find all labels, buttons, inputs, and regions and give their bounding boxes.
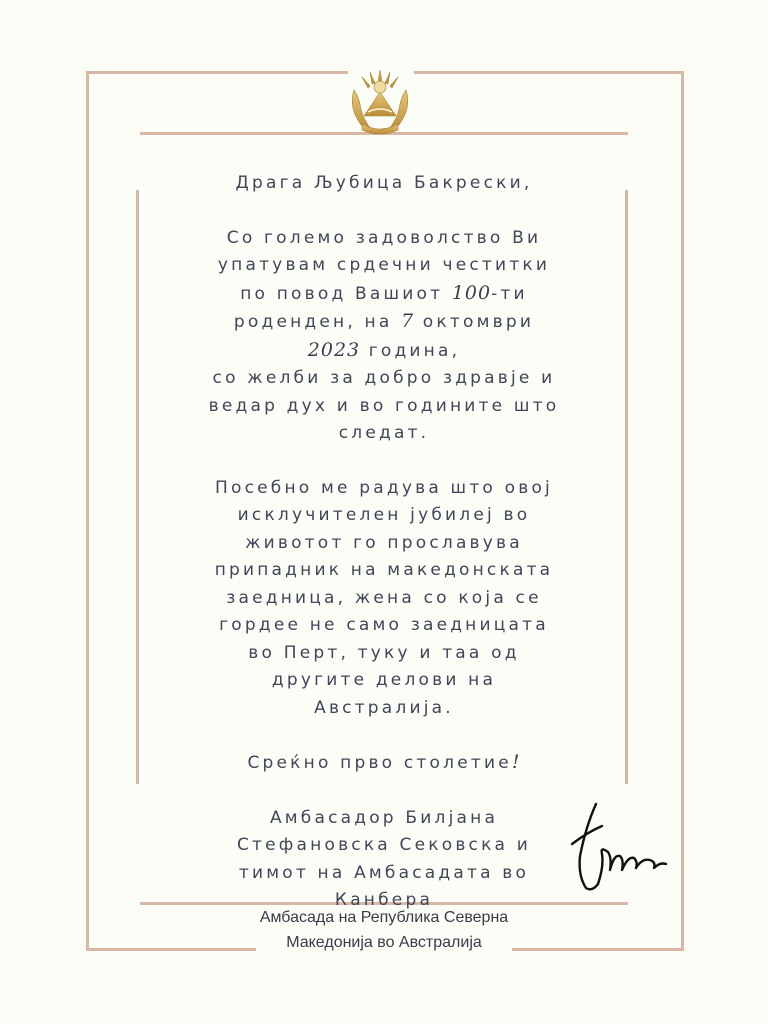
sender-line: Амбасадор Билјана [269, 807, 499, 828]
letter-line: другите делови на [271, 670, 497, 690]
letter-line: Австралија. [314, 697, 454, 718]
embassy-footer [160, 905, 608, 955]
letter-line: по повод Вашиот 100-ти [240, 281, 528, 304]
letter-line: Со големо задоволство Ви [226, 227, 542, 248]
letter-line: ведар дух и во годините што [208, 395, 560, 416]
frame-inner-right [625, 190, 628, 784]
paragraph-congratulations [185, 225, 583, 448]
letter-line: животот го прославува [245, 532, 523, 553]
letter-line: упатувам срдечни честитки [217, 255, 551, 275]
sender-block [185, 805, 583, 915]
letter-line: Посебно ме радува што овој [215, 477, 553, 498]
signature-image [568, 796, 678, 896]
sender-line: тимот на Амбасадата во [238, 862, 530, 883]
greeting: Драга Љубица Бакрески, [235, 173, 533, 193]
frame-inner-left [136, 190, 139, 784]
footer-line: Амбасада на Република Северна [259, 909, 509, 926]
sender-line: Стефановска Сековска и [236, 835, 532, 855]
frame-outer-top-right [414, 71, 684, 74]
letter-line: со желби за добро здравје и [212, 368, 556, 388]
frame-outer-top-left [86, 71, 348, 74]
handwritten-year: 2023 [307, 338, 361, 361]
letter-line: во Перт, туку и таа од [248, 642, 520, 663]
frame-outer-right [681, 71, 684, 951]
letter-line: гордее не само заедницата [219, 615, 549, 635]
letter-body [185, 170, 583, 915]
handwritten-day: 7 [401, 310, 415, 332]
letter-line: 2023 година, [307, 338, 461, 361]
centenary-wish: Среќно прво столетие! [247, 751, 521, 773]
paragraph-community [185, 475, 583, 723]
letter-line: припадник на македонската [214, 560, 554, 580]
footer-line: Македонија во Австралија [286, 934, 482, 951]
letter-line: заедница, жена со која се [226, 587, 542, 608]
letter-line: исклучителен јубилеј во [237, 505, 531, 525]
letter-line: следат. [338, 423, 430, 443]
frame-outer-left [86, 71, 89, 951]
sender-line: Канбера [334, 890, 434, 910]
letter-line: роденден, на 7 октомври [233, 310, 535, 332]
handwritten-age: 100 [451, 281, 492, 304]
coat-of-arms-icon [340, 60, 420, 140]
